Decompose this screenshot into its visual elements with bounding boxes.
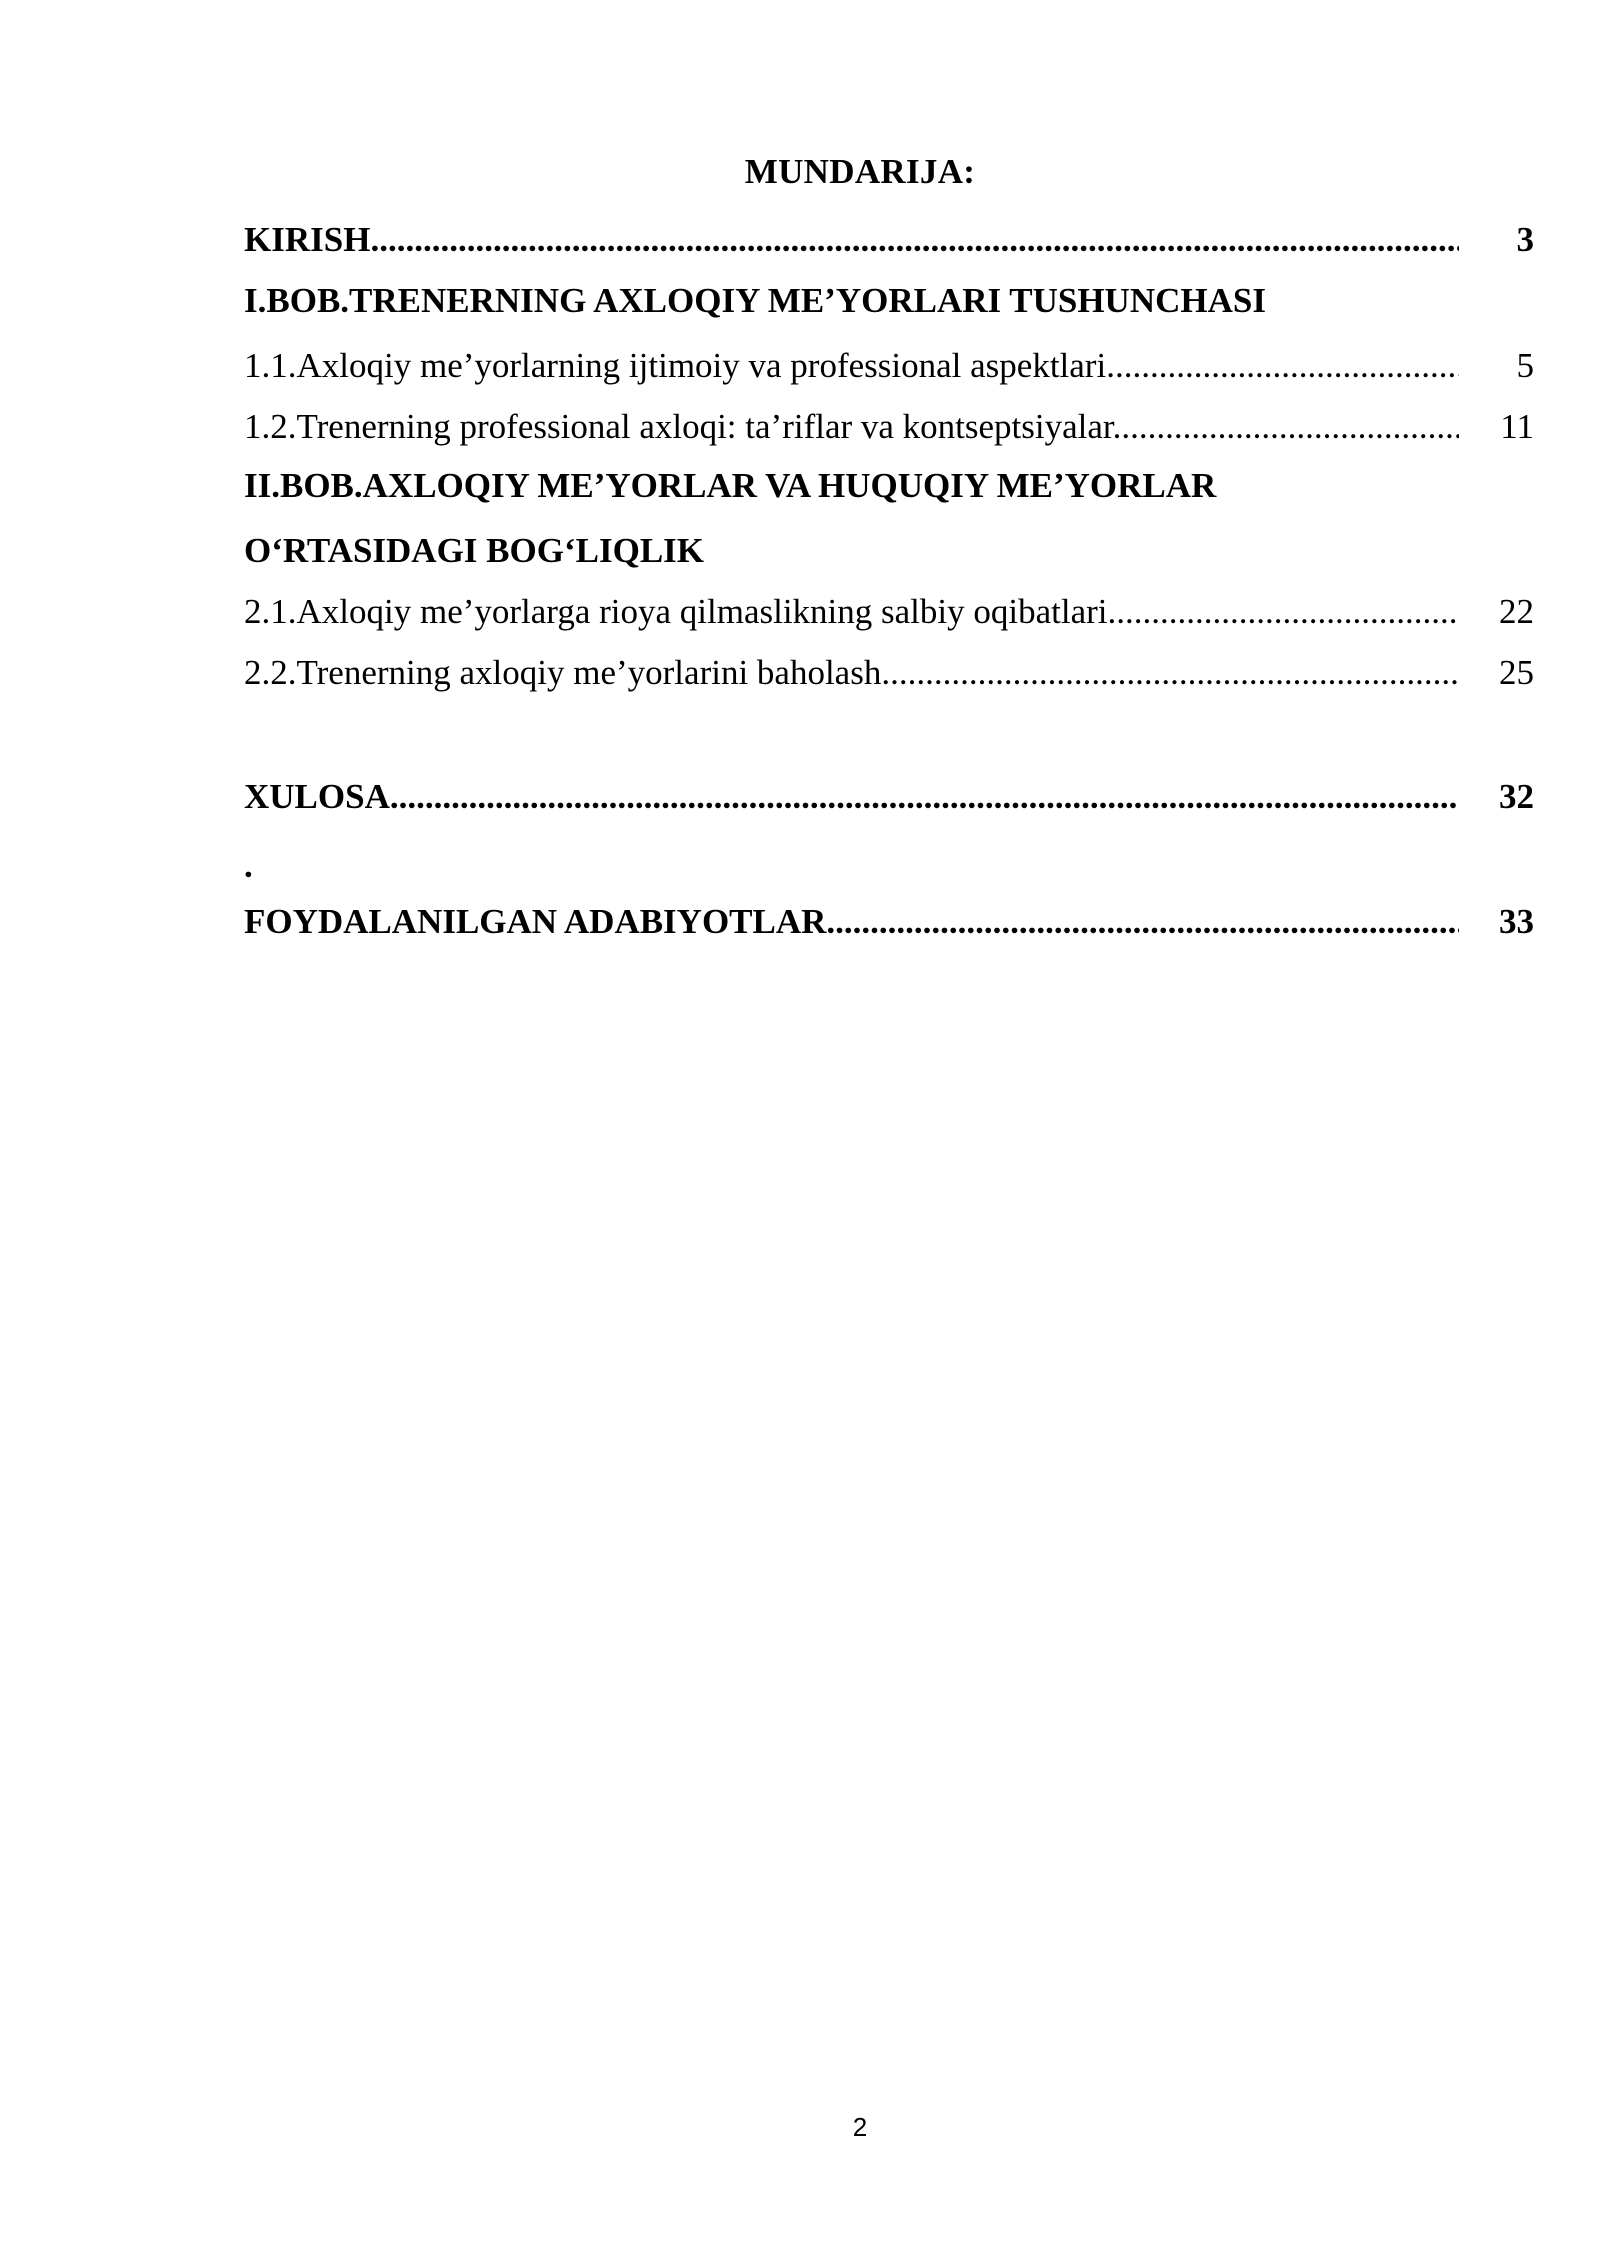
toc-entry-page: 11 <box>1500 407 1534 446</box>
toc-entry-text: XULOSA ..... <box>244 775 1459 819</box>
toc-entry-page: 33 <box>1499 902 1534 941</box>
toc-entry-page: 32 <box>1499 777 1534 816</box>
toc-entry-page: 25 <box>1499 653 1534 692</box>
toc-entry-2-2[interactable] <box>244 651 1534 695</box>
toc-entry-text: 1.1.Axloqiy me’yorlarning ijtimoiy va professional aspektlari ..... <box>244 344 1459 388</box>
toc-entry-text: I.BOB.TRENERNING AXLOQIY ME’YORLARI TUSHUNCHASI <box>244 281 1266 320</box>
toc-entry-kirish[interactable] <box>244 218 1534 262</box>
toc-entry-2-1[interactable] <box>244 590 1534 634</box>
toc-entry-1-2[interactable] <box>244 405 1534 449</box>
toc-title: MUNDARIJA: <box>744 152 976 191</box>
toc-entry-1-1[interactable] <box>244 344 1534 388</box>
toc-entry-text: . <box>244 846 253 885</box>
toc-entry-text: KIRISH ..... <box>244 218 1459 262</box>
toc-entry-page: 22 <box>1499 592 1534 631</box>
toc-entry-page: 5 <box>1516 346 1534 385</box>
toc-stray-dot <box>244 844 1534 888</box>
toc-entry-text: II.BOB.AXLOQIY ME’YORLAR VA HUQUQIY ME’YORLAR <box>244 466 1217 505</box>
page-number: 2 <box>852 2112 868 2142</box>
toc-entry-xulosa[interactable] <box>244 775 1534 819</box>
toc-entry-text: 1.2.Trenerning professional axloqi: ta’riflar va kontseptsiyalar ..... <box>244 405 1459 449</box>
toc-entry-text: 2.2.Trenerning axloqiy me’yorlarini baholash ..... <box>244 651 1459 695</box>
toc-entry-references[interactable] <box>244 900 1534 944</box>
toc-chapter-2-heading[interactable] <box>244 464 1534 508</box>
toc-chapter-2-heading-continued <box>244 529 1534 573</box>
toc-chapter-1-heading[interactable] <box>244 279 1534 323</box>
toc-entry-text: O‘RTASIDAGI BOG‘LIQLIK <box>244 531 705 570</box>
toc-entry-text: 2.1.Axloqiy me’yorlarga rioya qilmaslikning salbiy oqibatlari ..... <box>244 590 1459 634</box>
toc-entry-page: 3 <box>1516 220 1534 259</box>
toc-entry-text: FOYDALANILGAN ADABIYOTLAR ..... <box>244 900 1459 944</box>
